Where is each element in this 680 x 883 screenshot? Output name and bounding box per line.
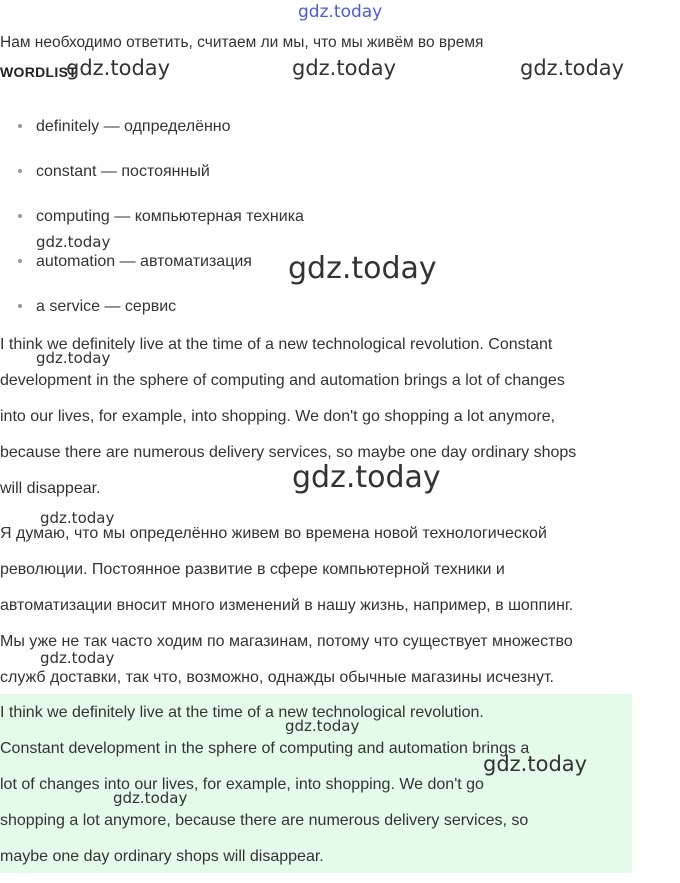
wordlist-item-text: automation — автоматизация	[36, 253, 252, 270]
paragraph-russian	[0, 524, 672, 704]
paragraph-line: will disappear.	[0, 480, 101, 497]
watermark: gdz.today	[113, 789, 188, 807]
watermark: gdz.today	[40, 649, 115, 667]
paragraph-line: Мы уже не так часто ходим по магазинам, потому что существует множество	[0, 633, 573, 650]
answer-line: maybe one day ordinary shops will disappear.	[0, 848, 324, 865]
paragraph-line: автоматизации вносит много изменений в нашу жизнь, например, в шоппинг.	[0, 597, 574, 614]
watermark: gdz.today	[40, 509, 115, 527]
paragraph-line: development in the sphere of computing and automation brings a lot of changes	[0, 372, 565, 389]
bullet-icon	[18, 259, 22, 263]
paragraph-line: революции. Постоянное развитие в сфере компьютерной техники и	[0, 561, 505, 578]
watermark: gdz.today	[298, 2, 383, 22]
wordlist-item-text: constant — постоянный	[36, 163, 210, 180]
watermark: gdz.today	[36, 233, 111, 251]
watermark: gdz.today	[520, 56, 625, 80]
paragraph-line: служб доставки, так что, возможно, однажды обычные магазины исчезнут.	[0, 669, 554, 686]
wordlist-item-text: a service — сервис	[36, 298, 177, 315]
paragraph-line: because there are numerous delivery services, so maybe one day ordinary shops	[0, 444, 577, 461]
answer-line: lot of changes into our lives, for example, into shopping. We don't go	[0, 776, 484, 793]
answer-line: I think we definitely live at the time of a new technological revolution.	[0, 704, 484, 721]
answer-line: shopping a lot anymore, because there are numerous delivery services, so	[0, 812, 529, 829]
bullet-icon	[18, 124, 22, 128]
paragraph-line: Я думаю, что мы определённо живем во времена новой технологической	[0, 525, 547, 542]
wordlist-item-text: definitely — одпределённо	[36, 118, 231, 135]
watermark: gdz.today	[285, 717, 360, 735]
watermark: gdz.today	[36, 349, 111, 367]
bullet-icon	[18, 214, 22, 218]
bullet-icon	[18, 304, 22, 308]
watermark: gdz.today	[288, 251, 437, 286]
wordlist-title: WORDLIST	[0, 64, 78, 80]
wordlist-item-text: computing — компьютерная техника	[36, 208, 304, 225]
paragraph-line: into our lives, for example, into shopping. We don't go shopping a lot anymore,	[0, 408, 556, 425]
watermark: gdz.today	[292, 56, 397, 80]
answer-line: Constant development in the sphere of computing and automation brings a	[0, 740, 530, 757]
wordlist	[0, 118, 660, 343]
watermark: gdz.today	[483, 752, 588, 776]
watermark: gdz.today	[66, 56, 171, 80]
intro-text: Нам необходимо ответить, считаем ли мы, что мы живём во время	[0, 34, 484, 51]
paragraph-line: I think we definitely live at the time of a new technological revolution. Constant	[0, 336, 553, 353]
watermark: gdz.today	[292, 460, 441, 495]
list-item	[0, 118, 660, 163]
list-item	[0, 163, 660, 208]
bullet-icon	[18, 169, 22, 173]
